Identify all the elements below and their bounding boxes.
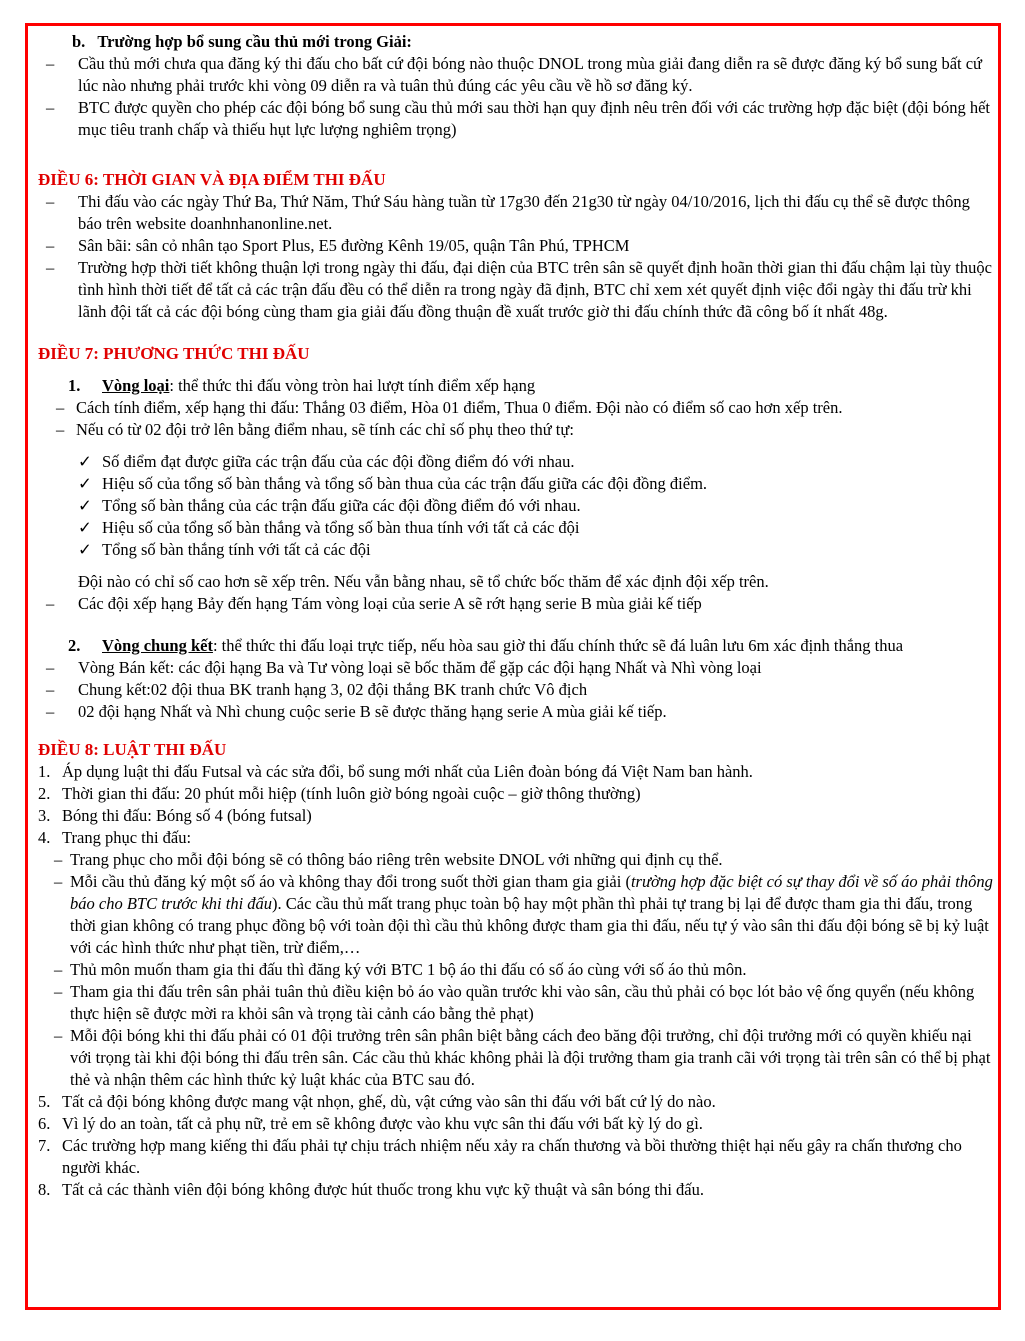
list-item: – Chung kết:02 đội thua BK tranh hạng 3, 02 đội thắng BK tranh chức Vô địch [38,679,993,701]
dieu8-heading: ĐIỀU 8: LUẬT THI ĐẤU [38,740,227,759]
tiebreak-note: Đội nào có chỉ số cao hơn sẽ xếp trên. Nếu vẫn bằng nhau, sẽ tổ chức bốc thăm để xác định đội xếp trên. [78,572,769,591]
rule-item: 5. Tất cả đội bóng không được mang vật nhọn, ghế, dù, vật cứng vào sân thi đấu với bất cứ lý do nào. [38,1092,716,1111]
check-item: ✓ Tổng số bàn thắng của các trận đấu giữa các đội đồng điểm đó với nhau. [38,495,993,517]
list-item: – Nếu có từ 02 đội trở lên bằng điểm nhau, sẽ tính các chỉ số phụ theo thứ tự: [38,419,993,441]
check-item: ✓ Số điểm đạt được giữa các trận đấu của các đội đồng điểm đó với nhau. [38,451,993,473]
round1-line [38,375,993,397]
list-item: – 02 đội hạng Nhất và Nhì chung cuộc serie B sẽ được thăng hạng serie A mùa giải kế tiếp. [38,701,993,723]
document-body [38,31,993,1201]
uniform-item: – Trang phục cho mỗi đội bóng sẽ có thông báo riêng trên website DNOL với những qui định cụ thể. [38,849,993,871]
check-item: ✓ Hiệu số của tổng số bàn thắng và tổng số bàn thua của các trận đấu giữa các đội đồng điểm. [38,473,993,495]
round1-text: : thể thức thi đấu vòng tròn hai lượt tính điểm xếp hạng [169,376,536,395]
rule-item: 4. Trang phục thi đấu: [38,828,192,847]
round1-num: 1. [68,376,81,395]
check-item: ✓ Hiệu số của tổng số bàn thắng và tổng số bàn thua tính với tất cả các đội [38,517,993,539]
round1-label: Vòng loại [102,376,170,395]
rule-item: 6. Vì lý do an toàn, tất cả phụ nữ, trẻ em sẽ không được vào khu vực sân thi đấu với bất kỳ lý do gì. [38,1114,703,1133]
rule-item: 7. Các trường hợp mang kiếng thi đấu phải tự chịu trách nhiệm nếu xảy ra chấn thương và bồi thường thiệt hại nếu gây ra chấn thương cho người khác. [38,1136,962,1177]
uniform-item: – Tham gia thi đấu trên sân phải tuân thủ điều kiện bỏ áo vào quần trước khi vào sân, cầu thủ phải có bọc lót bảo vệ ống quyển (nếu không thực hiện sẽ được mời ra khỏi sân và trọng tài cảnh cáo bằng thẻ phạt) [38,981,993,1025]
list-item: – Cầu thủ mới chưa qua đăng ký thi đấu cho bất cứ đội bóng nào thuộc DNOL trong mùa giải đang diễn ra sẽ được đăng ký bổ sung bất cứ lúc nào nhưng phải trước khi vòng 09 diễn ra và tuân thủ đúng các yêu cầu về hồ sơ đăng ký. [38,53,993,97]
list-item: – Sân bãi: sân cỏ nhân tạo Sport Plus, E5 đường Kênh 19/05, quận Tân Phú, TPHCM [38,235,993,257]
round2-label: Vòng chung kết [102,636,213,655]
list-item: – Thi đấu vào các ngày Thứ Ba, Thứ Năm, Thứ Sáu hàng tuần từ 17g30 đến 21g30 từ ngày 04/10/2016, lịch thi đấu cụ thể sẽ được thông báo trên website doanhnhanonline.net. [38,191,993,235]
round2-num: 2. [68,636,81,655]
list-item: – Trường hợp thời tiết không thuận lợi trong ngày thi đấu, đại diện của BTC trên sân sẽ quyết định hoãn thời gian thi đấu chậm lại tùy thuộc tình hình thời tiết để tất cả các trận đấu đều có thể diễn ra trong ngày đã định, BTC chỉ xem xét quyết định việc đổi ngày thi đấu trừ khi lãnh đội tất cả các đội bóng cùng tham gia giải đấu đồng thuận đề xuất trước giờ thi đấu chính thức đã công bố ít nhất 48g. [38,257,993,323]
rule-item: 8. Tất cả các thành viên đội bóng không được hút thuốc trong khu vực kỹ thuật và sân bóng thi đấu. [38,1180,705,1199]
section-b-num: b. [72,32,86,51]
section-b-title-text: Trường hợp bổ sung cầu thủ mới trong Giải: [97,32,412,51]
uniform-item: – Mỗi đội bóng khi thi đấu phải có 01 đội trưởng trên sân phân biệt bằng cách đeo băng đội trưởng, chỉ đội trưởng mới có quyền khiếu nại với trọng tài khi đội bóng thi đấu trên sân. Các cầu thủ khác không phải là đội trưởng tham gia tranh cãi với trọng tài trên sân có thể bị phạt thẻ và nhận thêm các hình thức kỷ luật khác của BTC sau đó. [38,1025,993,1091]
uniform-item: – Mỗi cầu thủ đăng ký một số áo và không thay đổi trong suốt thời gian tham gia giải (trường hợp đặc biệt có sự thay đổi về số áo phải thông báo cho BTC trước khi thi đấu). Các cầu thủ mất trang phục toàn bộ hay một phần thì phải tự trang bị lại để được tham gia thi đấu, trong thời gian không có trang phục đồng bộ với toàn đội thì cầu thủ không được tham gia thi đấu, nếu tự ý vào sân thi đấu đội bóng sẽ bị kỷ luật với các hình thức như phạt tiền, trừ điểm,… [38,871,993,959]
list-item: – Vòng Bán kết: các đội hạng Ba và Tư vòng loại sẽ bốc thăm để gặp các đội hạng Nhất và Nhì vòng loại [38,657,993,679]
rule-item: 2. Thời gian thi đấu: 20 phút mỗi hiệp (tính luôn giờ bóng ngoài cuộc – giờ thông thường) [38,784,641,803]
uniform-item: – Thủ môn muốn tham gia thi đấu thì đăng ký với BTC 1 bộ áo thi đấu có số áo cùng với số áo thủ môn. [38,959,993,981]
dieu7-heading: ĐIỀU 7: PHƯƠNG THỨC THI ĐẤU [38,344,310,363]
dieu6-heading: ĐIỀU 6: THỜI GIAN VÀ ĐỊA ĐIỂM THI ĐẤU [38,170,386,189]
list-item: – BTC được quyền cho phép các đội bóng bổ sung cầu thủ mới sau thời hạn quy định nêu trên đối với các trường hợp đặc biệt (đội bóng hết mục tiêu tranh chấp và thiếu hụt lực lượng nghiêm trọng) [38,97,993,141]
rule-item: 3. Bóng thi đấu: Bóng số 4 (bóng futsal) [38,806,312,825]
section-b-title [38,31,993,53]
check-item: ✓ Tổng số bàn thắng tính với tất cả các đội [38,539,993,561]
relegation-note: – Các đội xếp hạng Bảy đến hạng Tám vòng loại của serie A sẽ rớt hạng serie B mùa giải kế tiếp [38,593,993,615]
rule-item: 1. Áp dụng luật thi đấu Futsal và các sửa đổi, bổ sung mới nhất của Liên đoàn bóng đá Việt Nam ban hành. [38,762,753,781]
round2-line [38,635,993,657]
list-item: – Cách tính điểm, xếp hạng thi đấu: Thắng 03 điểm, Hòa 01 điểm, Thua 0 điểm. Đội nào có điểm số cao hơn xếp trên. [38,397,993,419]
round2-text: : thể thức thi đấu loại trực tiếp, nếu hòa sau giờ thi đấu chính thức sẽ đá luân lưu 6m xác định thắng thua [212,636,904,655]
